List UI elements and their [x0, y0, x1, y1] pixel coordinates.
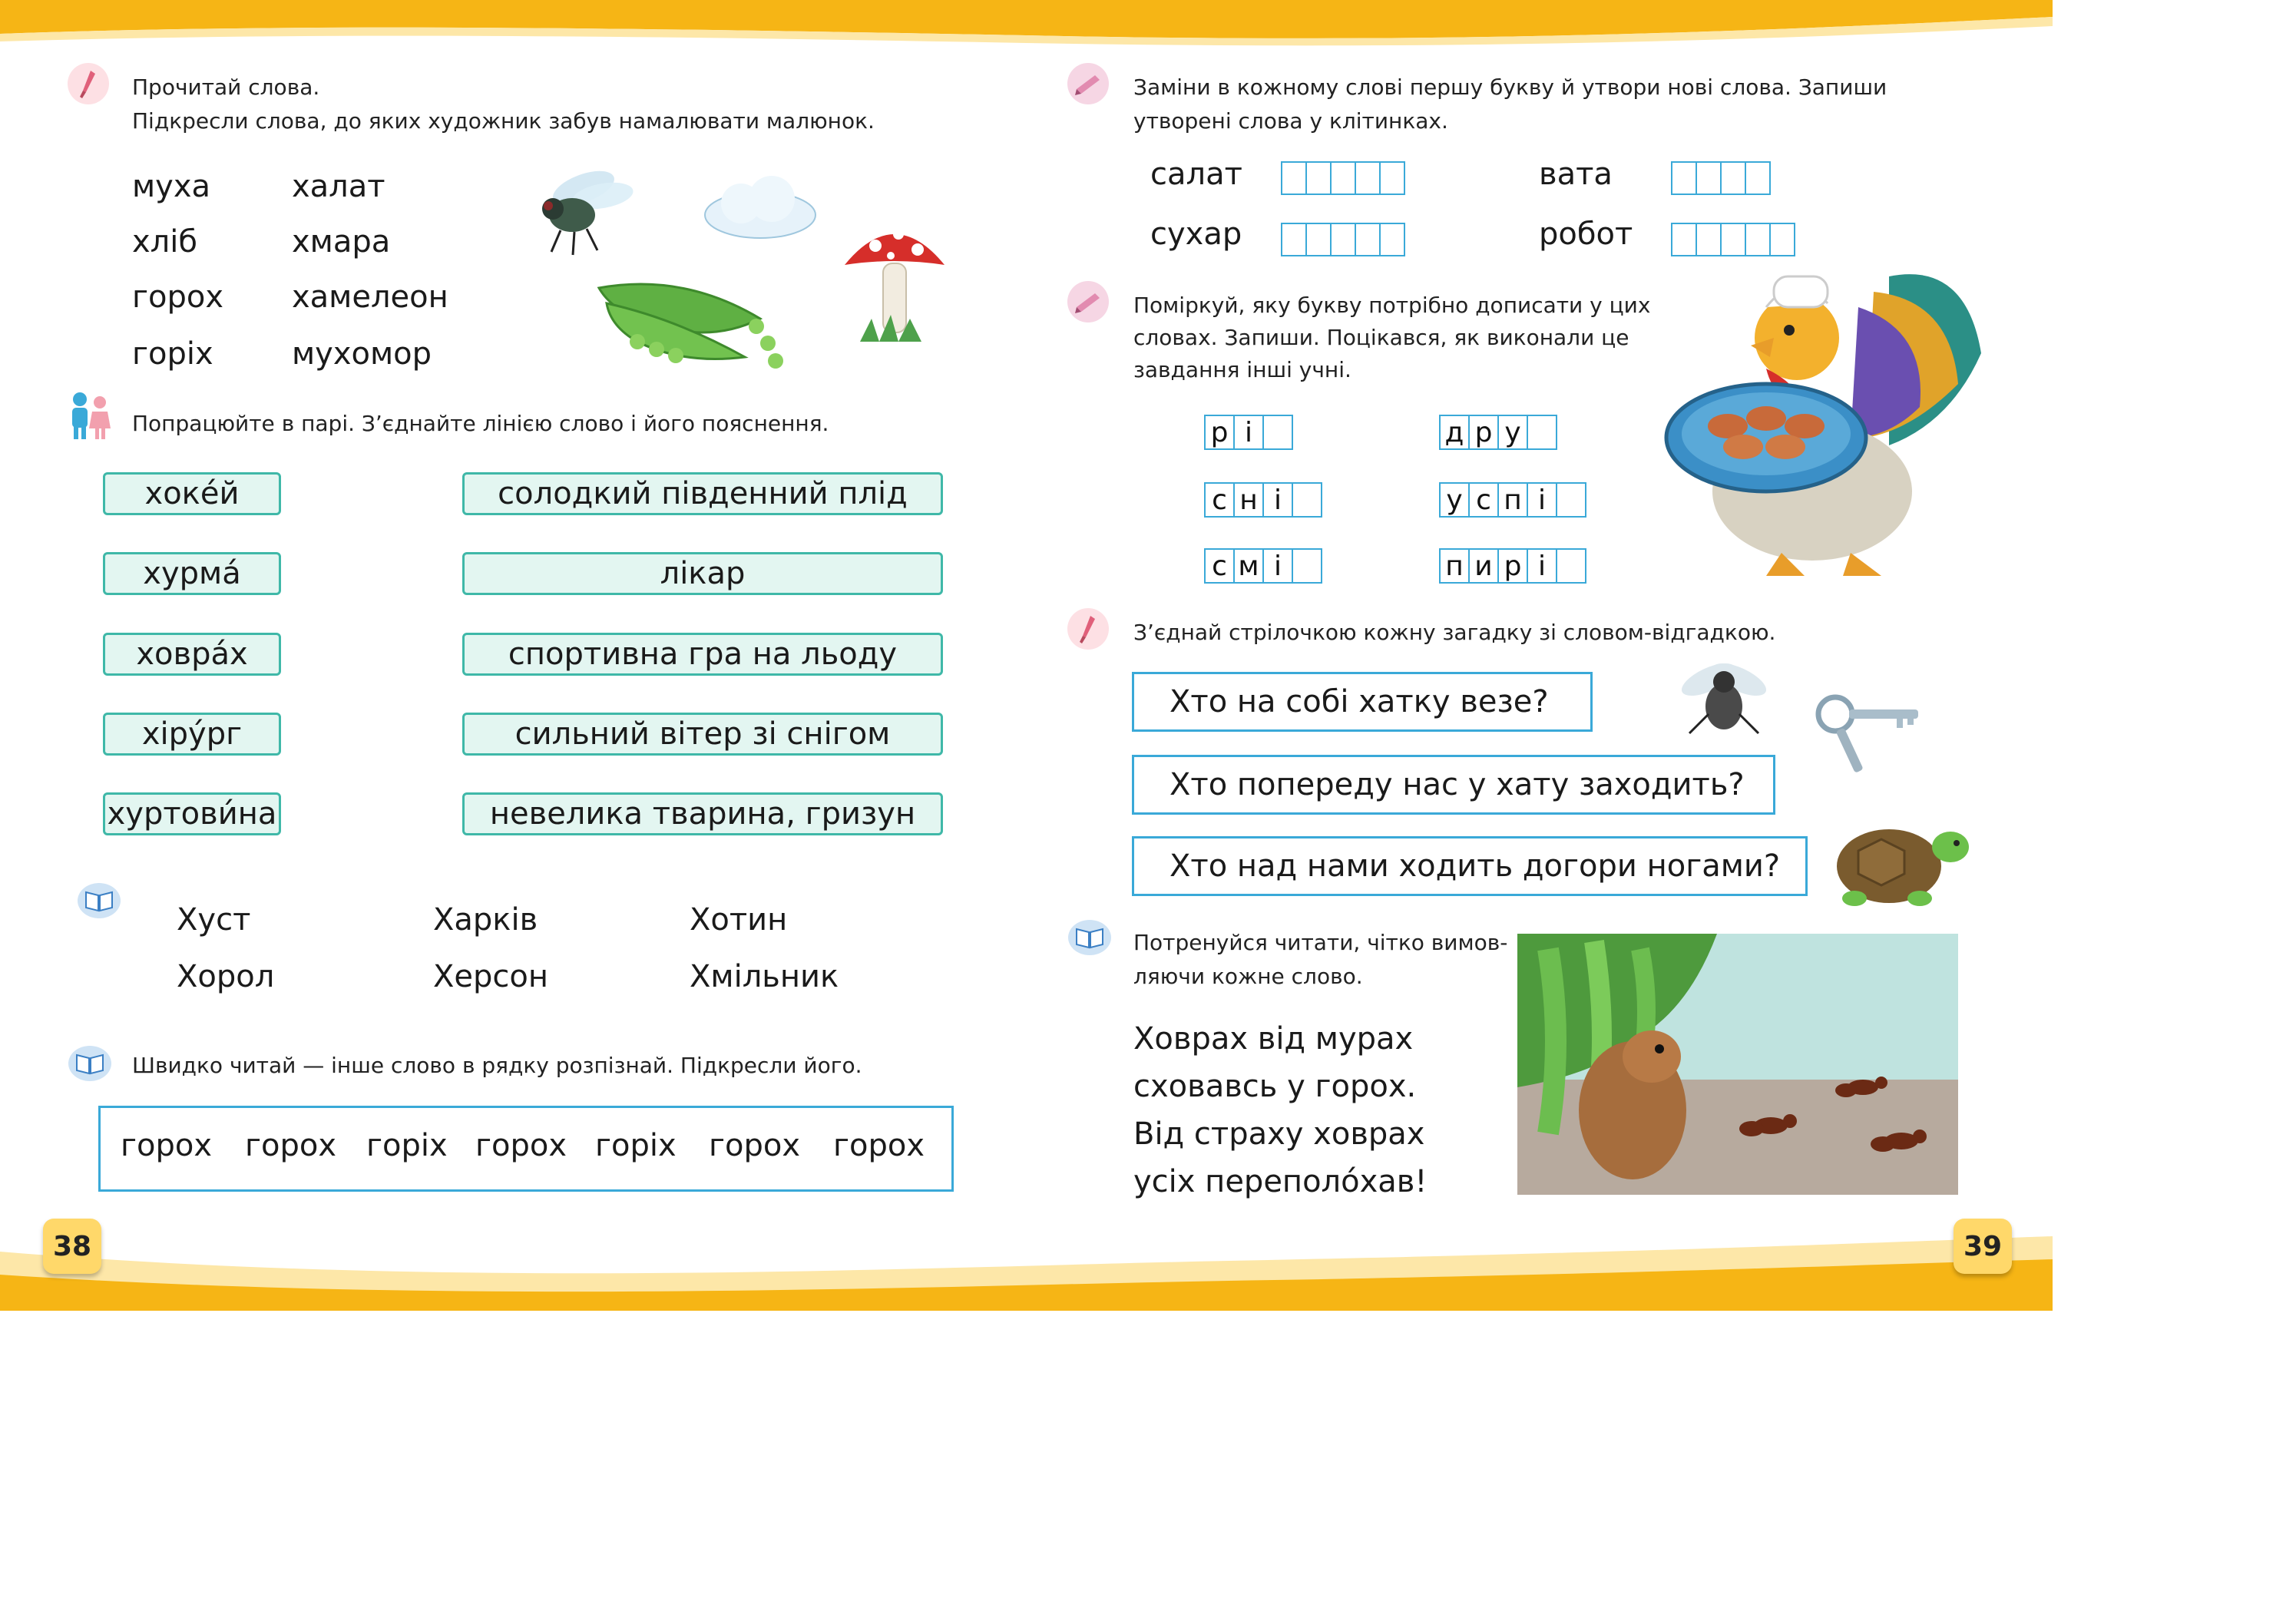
word-pill[interactable]: хіру́рг: [103, 713, 281, 756]
definition-pill[interactable]: спортивна гра на льоду: [462, 633, 943, 676]
source-word: салат: [1150, 157, 1242, 192]
letter-cell: н: [1233, 482, 1264, 518]
letter-cell: с: [1468, 482, 1499, 518]
answer-cell[interactable]: [1305, 223, 1332, 256]
speed-reading-box: [98, 1106, 954, 1192]
definition-pill[interactable]: сильний вітер зі снігом: [462, 713, 943, 756]
gopher-ants-illustration: [1517, 934, 1958, 1195]
city-name: Хорол: [177, 959, 275, 994]
cloud-illustration: [699, 173, 822, 242]
reading-word: горох: [709, 1128, 801, 1163]
task-instruction: Потренуйся читати, чітко вимов-: [1133, 930, 1508, 955]
top-decorative-band: [0, 0, 2053, 46]
riddle-box[interactable]: Хто на собі хатку везе?: [1132, 672, 1593, 732]
answer-cell[interactable]: [1671, 161, 1697, 195]
reading-word: горох: [833, 1128, 925, 1163]
task-instruction: словах. Запиши. Поцікався, як виконали це: [1133, 325, 1629, 350]
keys-illustration: [1812, 683, 1927, 776]
word-item: горох: [132, 279, 224, 315]
pair-icon: [65, 390, 115, 441]
word-pill[interactable]: ховра́х: [103, 633, 281, 676]
letter-cell[interactable]: [1292, 482, 1322, 518]
task-instruction: Заміни в кожному слові першу букву й утвори нові слова. Запиши: [1133, 74, 1887, 100]
letter-cell[interactable]: [1292, 548, 1322, 584]
answer-cell[interactable]: [1281, 223, 1307, 256]
reading-word: горіх: [366, 1128, 448, 1163]
answer-cells[interactable]: [1281, 161, 1404, 195]
answer-cell[interactable]: [1379, 223, 1405, 256]
answer-cell[interactable]: [1330, 223, 1356, 256]
poem-line: Від страху ховрах: [1133, 1116, 1425, 1152]
poem-line: сховавсь у горох.: [1133, 1069, 1417, 1104]
letter-cells[interactable]: [1439, 548, 1585, 584]
answer-cell[interactable]: [1330, 161, 1356, 195]
pencil-icon: [1067, 281, 1109, 322]
riddle-box[interactable]: Хто над нами ходить догори ногами?: [1132, 836, 1808, 896]
task-instruction: утворені слова у клітинках.: [1133, 108, 1448, 134]
mushroom-illustration: [837, 211, 952, 349]
letter-cell: п: [1439, 548, 1470, 584]
word-pill[interactable]: хоке́й: [103, 472, 281, 515]
letter-cell: у: [1439, 482, 1470, 518]
letter-cell: с: [1204, 482, 1235, 518]
word-pill[interactable]: хуртови́на: [103, 792, 281, 835]
answer-cell[interactable]: [1305, 161, 1332, 195]
task-instruction: Швидко читай — інше слово в рядку розпізнай. Підкресли його.: [132, 1053, 862, 1078]
bottom-decorative-band: [0, 1221, 2053, 1311]
word-item: мухомор: [292, 336, 432, 372]
task-instruction: Поміркуй, яку букву потрібно дописати у цих: [1133, 293, 1651, 318]
letter-cell: і: [1527, 548, 1557, 584]
city-name: Хуст: [177, 902, 251, 938]
answer-cell[interactable]: [1696, 161, 1722, 195]
fly-illustration: [1674, 653, 1774, 745]
fly-illustration: [530, 161, 645, 261]
turtle-illustration: [1828, 812, 1973, 912]
letter-cell: м: [1233, 548, 1264, 584]
letter-cell: і: [1233, 415, 1264, 450]
word-item: хамелеон: [292, 279, 448, 315]
source-word: робот: [1539, 217, 1633, 252]
definition-pill[interactable]: лікар: [462, 552, 943, 595]
answer-cell[interactable]: [1355, 223, 1381, 256]
word-item: муха: [132, 169, 211, 204]
city-name: Хмільник: [690, 959, 839, 994]
letter-cells[interactable]: [1204, 482, 1321, 518]
letter-cells[interactable]: [1204, 548, 1321, 584]
letter-cell[interactable]: [1556, 482, 1586, 518]
answer-cell[interactable]: [1281, 161, 1307, 195]
definition-pill[interactable]: солодкий південний плід: [462, 472, 943, 515]
rooster-chef-illustration: [1659, 246, 1997, 584]
word-item: хмара: [292, 224, 391, 260]
letter-cell: с: [1204, 548, 1235, 584]
brush-icon: [68, 63, 109, 104]
reading-word: горох: [475, 1128, 567, 1163]
letter-cell: д: [1439, 415, 1470, 450]
letter-cell: п: [1497, 482, 1528, 518]
letter-cell: р: [1468, 415, 1499, 450]
peas-illustration: [591, 273, 791, 372]
letter-cell: р: [1204, 415, 1235, 450]
book-icon: [68, 1044, 112, 1083]
letter-cell[interactable]: [1262, 415, 1293, 450]
riddle-box[interactable]: Хто попереду нас у хату заходить?: [1132, 755, 1775, 815]
word-pill[interactable]: хурма́: [103, 552, 281, 595]
word-item: халат: [292, 169, 385, 204]
reading-word: горох: [121, 1128, 213, 1163]
letter-cell[interactable]: [1527, 415, 1557, 450]
pencil-icon: [1067, 63, 1109, 104]
page-number: 38: [43, 1219, 101, 1274]
reading-word: горіх: [595, 1128, 677, 1163]
letter-cells[interactable]: [1439, 482, 1585, 518]
letter-cell[interactable]: [1556, 548, 1586, 584]
brush-icon: [1067, 608, 1109, 650]
city-name: Харків: [433, 902, 538, 938]
letter-cell: у: [1497, 415, 1528, 450]
book-icon: [77, 881, 121, 920]
definition-pill[interactable]: невелика тварина, гризун: [462, 792, 943, 835]
city-name: Хотин: [690, 902, 788, 938]
letter-cell: і: [1262, 548, 1293, 584]
task-instruction: ляючи кожне слово.: [1133, 964, 1363, 989]
answer-cells[interactable]: [1281, 223, 1404, 256]
poem-line: усіх переполо́хав!: [1133, 1164, 1428, 1199]
letter-cells[interactable]: [1439, 415, 1556, 450]
task-instruction: Прочитай слова.: [132, 74, 320, 100]
book-icon: [1067, 918, 1112, 957]
letter-cell: і: [1527, 482, 1557, 518]
word-item: хліб: [132, 224, 198, 260]
answer-cells[interactable]: [1671, 161, 1769, 195]
letter-cell: и: [1468, 548, 1499, 584]
page-number: 39: [1954, 1219, 2012, 1274]
poem-line: Ховрах від мурах: [1133, 1021, 1414, 1057]
city-name: Херсон: [433, 959, 549, 994]
letter-cell: р: [1497, 548, 1528, 584]
task-instruction: З’єднай стрілочкою кожну загадку зі словом-відгадкою.: [1133, 620, 1776, 645]
task-instruction: Підкресли слова, до яких художник забув намалювати малюнок.: [132, 108, 875, 134]
answer-cell[interactable]: [1355, 161, 1381, 195]
source-word: сухар: [1150, 217, 1242, 252]
answer-cell[interactable]: [1379, 161, 1405, 195]
task-instruction: Попрацюйте в парі. З’єднайте лінією слово і його пояснення.: [132, 411, 829, 436]
answer-cell[interactable]: [1745, 161, 1771, 195]
letter-cell: і: [1262, 482, 1293, 518]
word-item: горіх: [132, 336, 213, 372]
source-word: вата: [1539, 157, 1613, 192]
task-instruction: завдання інші учні.: [1133, 357, 1351, 382]
reading-word: горох: [245, 1128, 337, 1163]
letter-cells[interactable]: [1204, 415, 1292, 450]
answer-cell[interactable]: [1720, 161, 1746, 195]
